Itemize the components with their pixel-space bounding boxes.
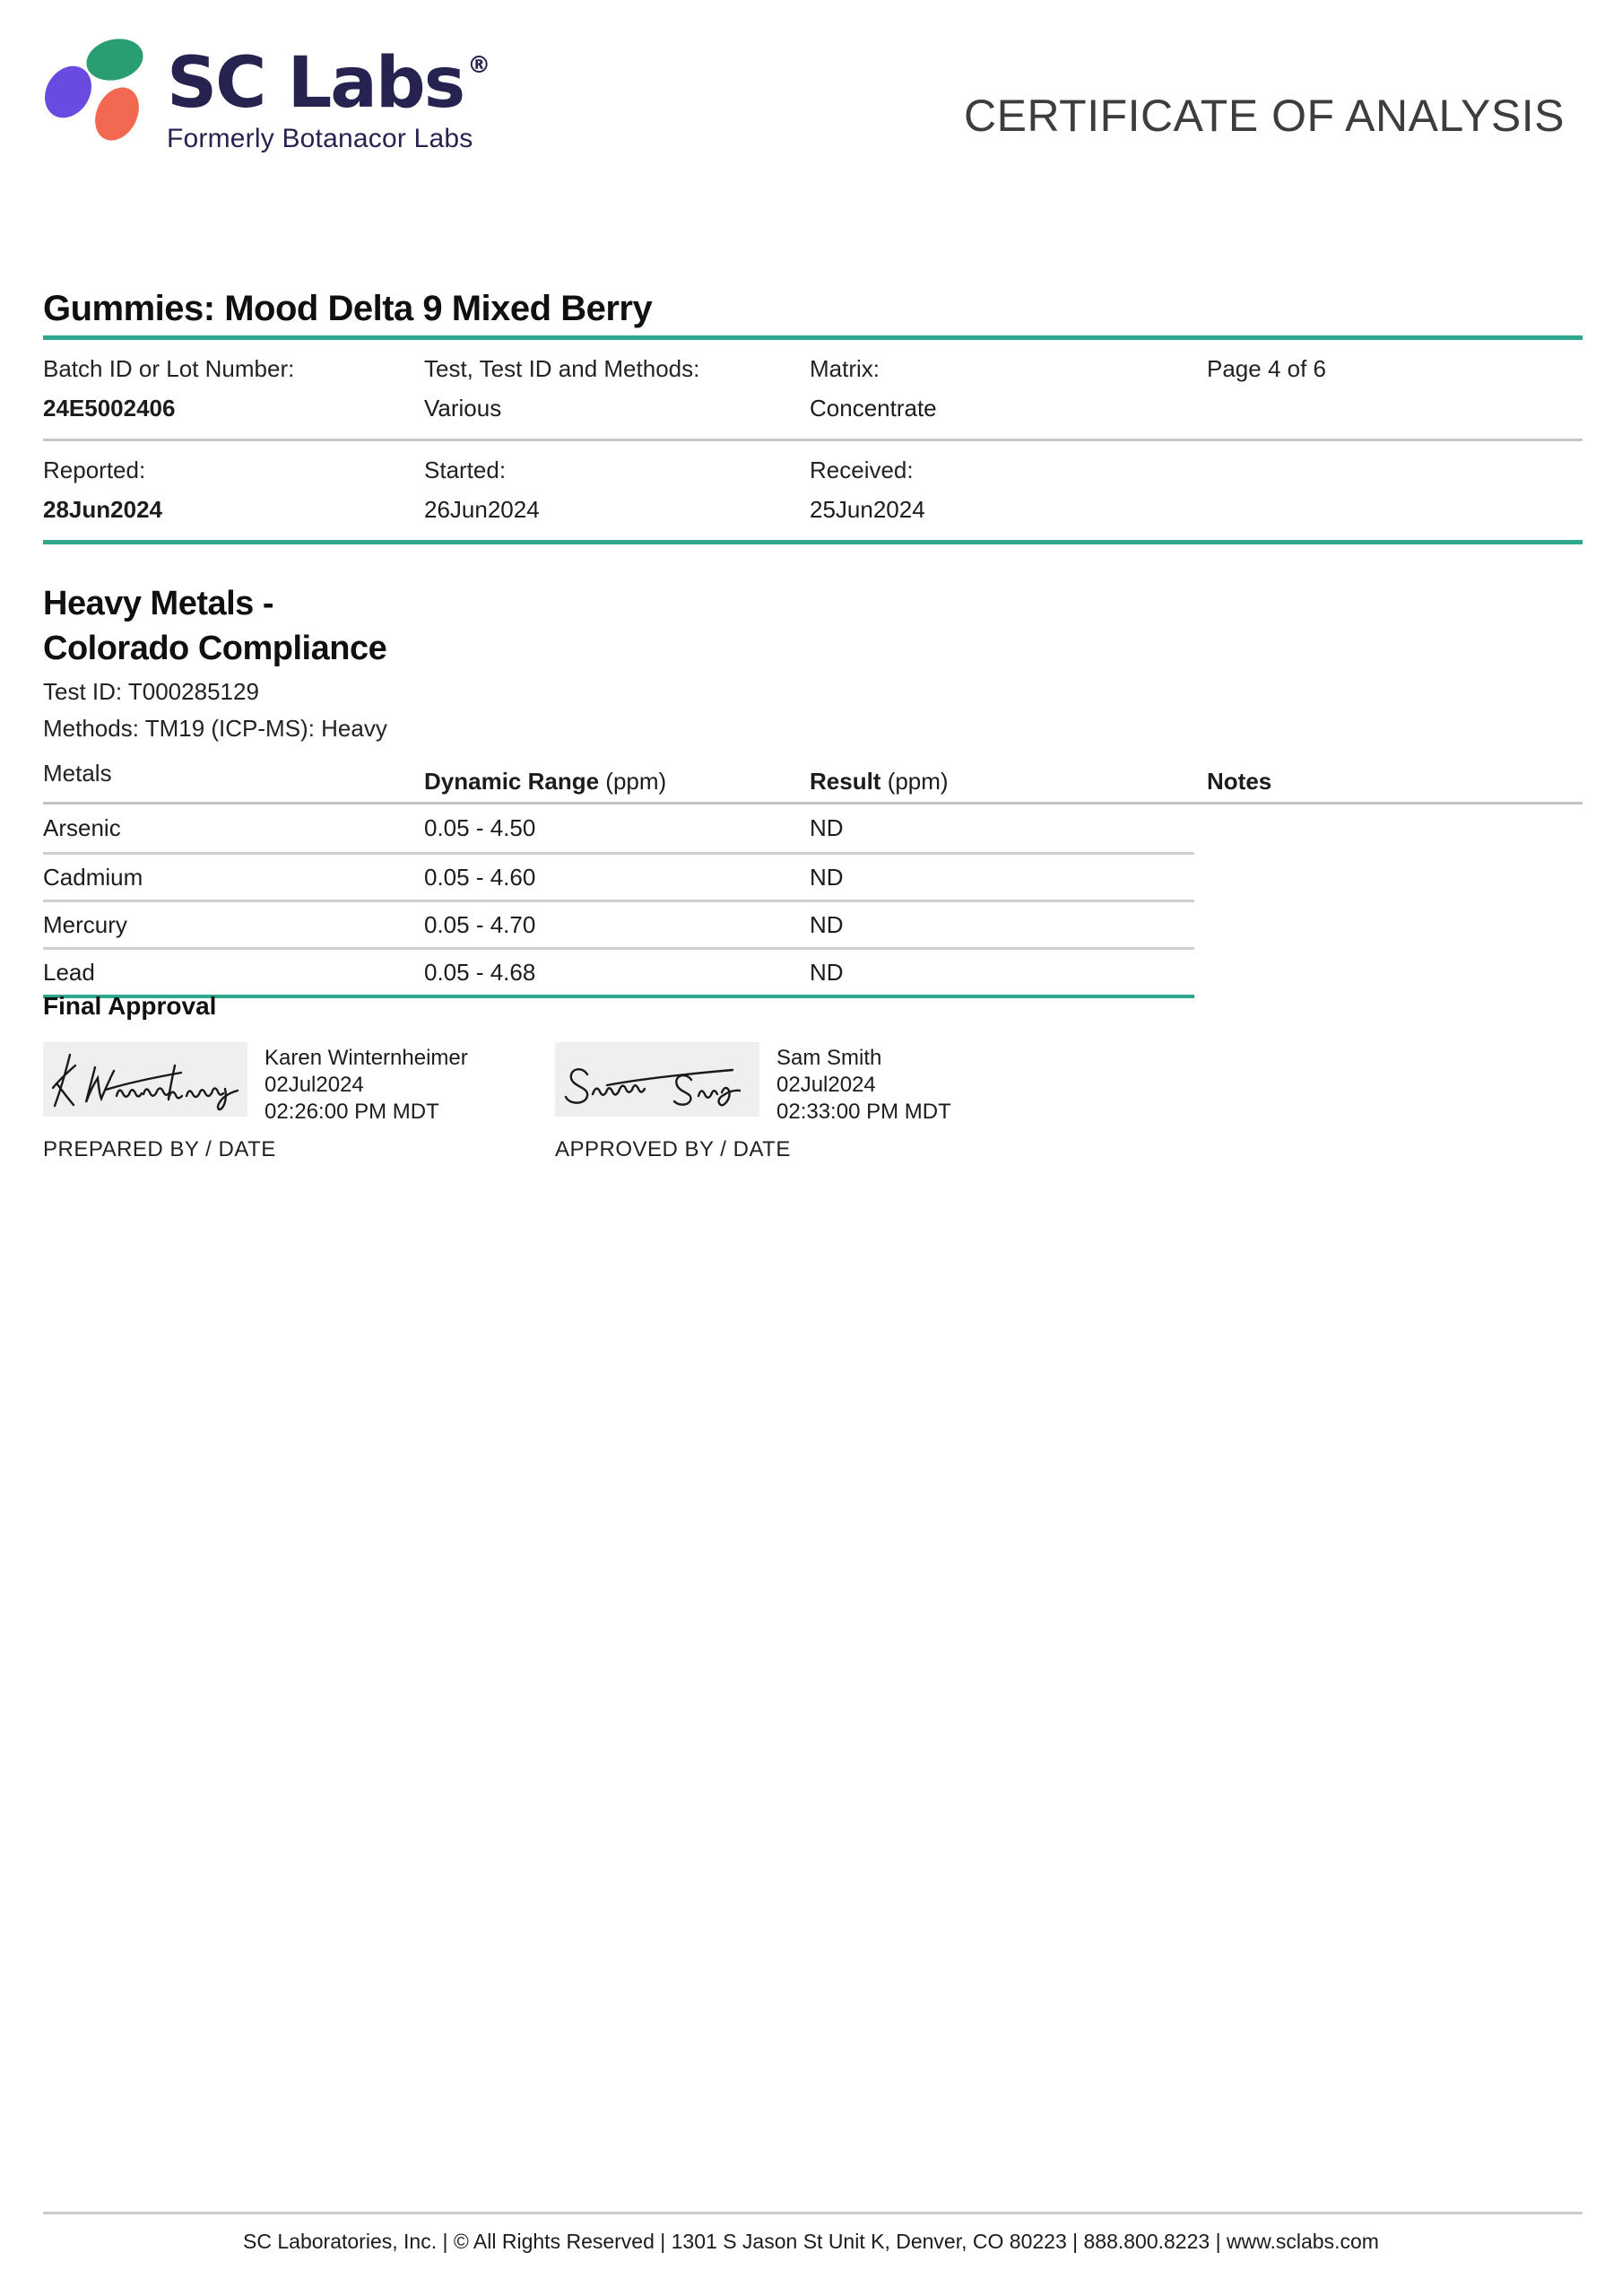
- dynamic-range-header: [424, 768, 810, 796]
- heavy-metals-section: [43, 581, 1583, 998]
- received-label: Received:: [810, 457, 914, 483]
- test-methods-value: Various: [424, 395, 502, 422]
- approved-by-block: [555, 1042, 951, 1162]
- prepared-by-label: PREPARED BY / DATE: [43, 1137, 276, 1161]
- started-value: 26Jun2024: [424, 496, 540, 523]
- methods-header: Methods: TM19 (ICP-MS): Heavy Metals: [43, 715, 387, 787]
- logo-text: [167, 43, 491, 154]
- batch-id-label: Batch ID or Lot Number:: [43, 355, 295, 382]
- registered-mark: ®: [467, 52, 491, 79]
- result-value: ND: [810, 910, 844, 938]
- metal-name: Lead: [43, 958, 95, 986]
- approved-time: 02:33:00 PM MDT: [776, 1100, 951, 1124]
- reported-cell: [43, 457, 424, 524]
- brand-name: [167, 43, 491, 124]
- prepared-meta: [265, 1042, 468, 1126]
- metals-table-header: [43, 706, 1583, 804]
- result-header-bold: Result: [810, 768, 881, 795]
- section-title-line1: Heavy Metals -: [43, 585, 274, 622]
- metal-name: Arsenic: [43, 814, 121, 841]
- matrix-cell: [810, 355, 1207, 422]
- sample-info-grid: [43, 335, 1583, 544]
- received-cell: [810, 457, 1207, 524]
- document-title: CERTIFICATE OF ANALYSIS: [964, 91, 1565, 141]
- section-title: [43, 581, 1583, 671]
- result-value: ND: [810, 863, 844, 891]
- dynamic-range-value: 0.05 - 4.68: [424, 958, 536, 986]
- test-id: Test ID: T000285129: [43, 678, 259, 705]
- reported-label: Reported:: [43, 457, 146, 483]
- matrix-value: Concentrate: [810, 395, 937, 422]
- footer-divider: [43, 2212, 1583, 2214]
- dynamic-range-header-unit: (ppm): [599, 768, 667, 795]
- page-number-cell: [1207, 355, 1583, 422]
- dynamic-range-value: 0.05 - 4.50: [424, 814, 536, 841]
- section-title-line2: Colorado Compliance: [43, 630, 387, 667]
- prepared-name: Karen Winternheimer: [265, 1046, 468, 1070]
- approved-meta: [776, 1042, 951, 1126]
- final-approval-section: [43, 992, 1583, 1195]
- prepared-date: 02Jul2024: [265, 1073, 364, 1097]
- metal-name: Cadmium: [43, 863, 143, 891]
- approved-by-label: APPROVED BY / DATE: [555, 1137, 791, 1161]
- result-header-unit: (ppm): [880, 768, 949, 795]
- batch-id-cell: [43, 355, 424, 422]
- notes-header: Notes: [1207, 768, 1272, 795]
- table-row-lead: [43, 947, 1194, 995]
- reported-value: 28Jun2024: [43, 496, 162, 523]
- batch-id-value: 24E5002406: [43, 395, 176, 422]
- metal-name: Mercury: [43, 910, 127, 938]
- signature-area: [43, 1042, 1583, 1195]
- prepared-by-block: [43, 1042, 468, 1162]
- dynamic-range-value: 0.05 - 4.70: [424, 910, 536, 938]
- prepared-signature-image: [43, 1042, 247, 1117]
- approved-signature-image: [555, 1042, 759, 1117]
- footer-text: SC Laboratories, Inc. | © All Rights Reserved | 1301 S Jason St Unit K, Denver, CO 80223 | 888.800.8223 | www.sclabs.com: [243, 2230, 1379, 2253]
- logo-blob-green-icon: [82, 33, 148, 86]
- logo-mark-icon: [43, 32, 151, 158]
- brand-tagline: Formerly Botanacor Labs: [167, 124, 473, 153]
- final-approval-heading: Final Approval: [43, 992, 217, 1020]
- table-row-cadmium: [43, 852, 1194, 900]
- test-methods-cell: [424, 355, 810, 422]
- received-value: 25Jun2024: [810, 496, 925, 523]
- dynamic-range-value: 0.05 - 4.60: [424, 863, 536, 891]
- result-value: ND: [810, 958, 844, 986]
- approved-name: Sam Smith: [776, 1046, 882, 1070]
- result-header: [810, 768, 1207, 796]
- page-number: Page 4 of 6: [1207, 355, 1326, 382]
- product-title: Gummies: Mood Delta 9 Mixed Berry: [43, 289, 653, 328]
- sc-labs-logo: [43, 32, 545, 167]
- table-row-arsenic: [43, 804, 1194, 852]
- started-label: Started:: [424, 457, 507, 483]
- info-row-1: [43, 340, 1583, 439]
- approved-signature-icon: [555, 1042, 759, 1117]
- test-methods-label: Test, Test ID and Methods:: [424, 355, 700, 382]
- started-cell: [424, 457, 810, 524]
- info-row-2: [43, 439, 1583, 540]
- dynamic-range-header-bold: Dynamic Range: [424, 768, 600, 795]
- matrix-label: Matrix:: [810, 355, 880, 382]
- table-row-mercury: [43, 900, 1194, 947]
- metals-table-body: [43, 804, 1194, 998]
- result-value: ND: [810, 814, 844, 841]
- brand-name-text: SC Labs: [167, 43, 464, 124]
- logo-blob-coral-icon: [87, 80, 148, 147]
- approved-date: 02Jul2024: [776, 1073, 876, 1097]
- prepared-signature-icon: [43, 1042, 247, 1117]
- prepared-time: 02:26:00 PM MDT: [265, 1100, 439, 1124]
